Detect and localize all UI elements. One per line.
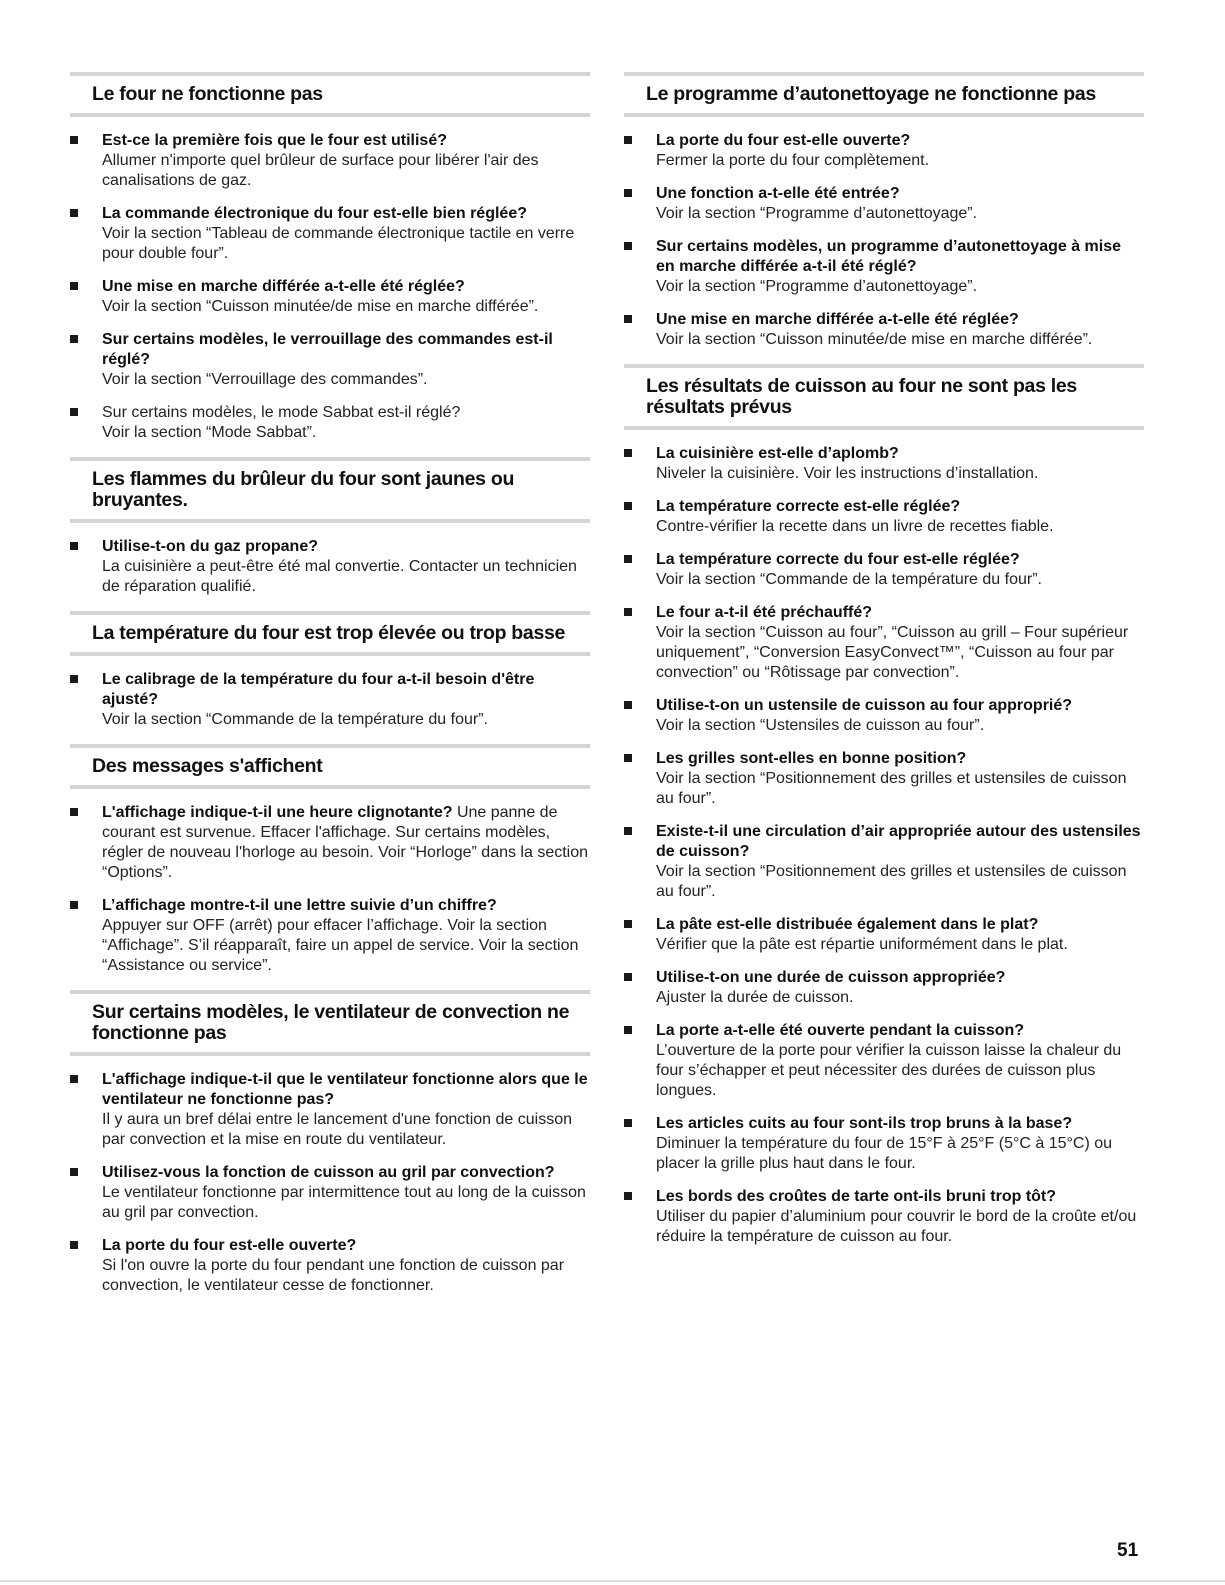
- square-bullet-icon: [624, 555, 632, 563]
- section-four-ne-fonctionne-pas: [70, 72, 590, 443]
- section-flammes-jaunes: [70, 457, 590, 597]
- list-item: [624, 603, 1144, 683]
- list-item: [624, 822, 1144, 902]
- answer: Voir la section “Cuisson minutée/de mise en marche différée”.: [102, 298, 539, 315]
- troubleshooting-list: [70, 803, 590, 976]
- answer: Le ventilateur fonctionne par intermittence tout au long de la cuisson au gril par convection.: [102, 1184, 586, 1221]
- question: La porte du four est-elle ouverte?: [102, 1237, 357, 1254]
- question: Le four a-t-il été préchauffé?: [656, 604, 873, 621]
- square-bullet-icon: [624, 242, 632, 250]
- list-item: [70, 403, 590, 443]
- square-bullet-icon: [624, 502, 632, 510]
- list-item: [70, 896, 590, 976]
- list-item: [70, 803, 590, 883]
- answer: Voir la section “Ustensiles de cuisson au four”.: [656, 717, 985, 734]
- square-bullet-icon: [624, 920, 632, 928]
- bottom-rule: [0, 1580, 1225, 1582]
- question: Existe-t-il une circulation d’air appropriée autour des ustensiles de cuisson?: [656, 823, 1141, 860]
- answer: Voir la section “Commande de la température du four”.: [656, 571, 1042, 588]
- square-bullet-icon: [624, 1192, 632, 1200]
- answer: Fermer la porte du four complètement.: [656, 152, 930, 169]
- list-item: [624, 749, 1144, 809]
- square-bullet-icon: [70, 209, 78, 217]
- answer: Appuyer sur OFF (arrêt) pour effacer l’affichage. Voir la section “Affichage”. S’il réapparaît, faire un appel de service. Voir la section “Assistance ou service”.: [102, 917, 579, 974]
- list-item: [624, 184, 1144, 224]
- square-bullet-icon: [624, 827, 632, 835]
- list-item: [70, 670, 590, 730]
- question: Le calibrage de la température du four a-t-il besoin d'être ajusté?: [102, 671, 535, 708]
- question: La température correcte est-elle réglée?: [656, 498, 961, 515]
- section-messages: [70, 744, 590, 976]
- question: Sur certains modèles, le verrouillage des commandes est-il réglé?: [102, 331, 553, 368]
- troubleshooting-list: [624, 444, 1144, 1247]
- list-item: [70, 1163, 590, 1223]
- list-item: [624, 497, 1144, 537]
- square-bullet-icon: [624, 189, 632, 197]
- question: Utilise-t-on un ustensile de cuisson au four approprié?: [656, 697, 1073, 714]
- question: Les articles cuits au four sont-ils trop bruns à la base?: [656, 1115, 1073, 1132]
- question: La cuisinière est-elle d’aplomb?: [656, 445, 899, 462]
- list-item: [624, 968, 1144, 1008]
- question: La commande électronique du four est-elle bien réglée?: [102, 205, 527, 222]
- question: L'affichage indique-t-il que le ventilateur fonctionne alors que le ventilateur ne fonctionne pas?: [102, 1071, 588, 1108]
- answer: Il y aura un bref délai entre le lancement d'une fonction de cuisson par convection et la mise en route du ventilateur.: [102, 1111, 573, 1148]
- square-bullet-icon: [70, 808, 78, 816]
- question: Utilisez-vous la fonction de cuisson au gril par convection?: [102, 1164, 555, 1181]
- section-heading: Les flammes du brûleur du four sont jaunes ou bruyantes.: [70, 457, 590, 523]
- question: La pâte est-elle distribuée également dans le plat?: [656, 916, 1039, 933]
- question: Une fonction a-t-elle été entrée?: [656, 185, 900, 202]
- list-item: [70, 1070, 590, 1150]
- list-item: [70, 330, 590, 390]
- right-column: [624, 72, 1144, 1261]
- square-bullet-icon: [70, 1168, 78, 1176]
- list-item: [70, 204, 590, 264]
- square-bullet-icon: [70, 542, 78, 550]
- square-bullet-icon: [70, 675, 78, 683]
- troubleshooting-list: [70, 1070, 590, 1296]
- list-item: [624, 1021, 1144, 1101]
- question: Sur certains modèles, un programme d’autonettoyage à mise en marche différée a-t-il été réglé?: [656, 238, 1122, 275]
- answer: Diminuer la température du four de 15°F à 25°F (5°C à 15°C) ou placer la grille plus haut dans le four.: [656, 1135, 1113, 1172]
- answer: Voir la section “Programme d’autonettoyage”.: [656, 278, 978, 295]
- answer: Voir la section “Verrouillage des commandes”.: [102, 371, 428, 388]
- page-number: 51: [1117, 1540, 1139, 1561]
- square-bullet-icon: [624, 608, 632, 616]
- square-bullet-icon: [624, 449, 632, 457]
- question: La porte a-t-elle été ouverte pendant la cuisson?: [656, 1022, 1025, 1039]
- list-item: [70, 1236, 590, 1296]
- list-item: [624, 550, 1144, 590]
- answer: Voir la section “Tableau de commande électronique tactile en verre pour double four”.: [102, 225, 575, 262]
- section-heading: Les résultats de cuisson au four ne sont pas les résultats prévus: [624, 364, 1144, 430]
- square-bullet-icon: [624, 315, 632, 323]
- answer: Contre-vérifier la recette dans un livre de recettes fiable.: [656, 518, 1054, 535]
- list-item: [624, 237, 1144, 297]
- troubleshooting-list: [70, 670, 590, 730]
- square-bullet-icon: [624, 136, 632, 144]
- answer: Niveler la cuisinière. Voir les instructions d’installation.: [656, 465, 1039, 482]
- answer: Si l'on ouvre la porte du four pendant une fonction de cuisson par convection, le ventilateur cesse de fonctionner.: [102, 1257, 565, 1294]
- list-item: [624, 444, 1144, 484]
- list-item: [624, 310, 1144, 350]
- answer: L’ouverture de la porte pour vérifier la cuisson laisse la chaleur du four s’échapper et peut nécessiter des durées de cuisson plus longues.: [656, 1042, 1122, 1099]
- question: Utilise-t-on du gaz propane?: [102, 538, 318, 555]
- troubleshooting-list: [70, 131, 590, 443]
- section-heading: Le four ne fonctionne pas: [70, 72, 590, 117]
- square-bullet-icon: [70, 1075, 78, 1083]
- square-bullet-icon: [624, 973, 632, 981]
- list-item: [70, 131, 590, 191]
- question: Une mise en marche différée a-t-elle été réglée?: [656, 311, 1019, 328]
- square-bullet-icon: [624, 1026, 632, 1034]
- section-ventilateur-convection: [70, 990, 590, 1296]
- section-resultats-cuisson: [624, 364, 1144, 1247]
- question: La température correcte du four est-elle réglée?: [656, 551, 1020, 568]
- answer: Utiliser du papier d’aluminium pour couvrir le bord de la croûte et/ou réduire la température de cuisson au four.: [656, 1208, 1137, 1245]
- square-bullet-icon: [70, 408, 78, 416]
- list-item: [624, 1187, 1144, 1247]
- question: Utilise-t-on une durée de cuisson appropriée?: [656, 969, 1006, 986]
- troubleshooting-list: [624, 131, 1144, 350]
- question: L’affichage montre-t-il une lettre suivie d’un chiffre?: [102, 897, 497, 914]
- list-item: [624, 1114, 1144, 1174]
- question: L'affichage indique-t-il une heure clignotante?: [102, 804, 453, 821]
- answer: Voir la section “Programme d’autonettoyage”.: [656, 205, 978, 222]
- list-item: [70, 537, 590, 597]
- answer: Voir la section “Commande de la température du four”.: [102, 711, 488, 728]
- answer: La cuisinière a peut-être été mal convertie. Contacter un technicien de réparation qualifié.: [102, 558, 577, 595]
- answer: Voir la section “Cuisson minutée/de mise en marche différée”.: [656, 331, 1093, 348]
- answer: Vérifier que la pâte est répartie uniformément dans le plat.: [656, 936, 1068, 953]
- section-heading: Des messages s'affichent: [70, 744, 590, 789]
- square-bullet-icon: [70, 282, 78, 290]
- question: Les bords des croûtes de tarte ont-ils bruni trop tôt?: [656, 1188, 1057, 1205]
- answer: Une panne de courant est survenue. Effacer l'affichage. Sur certains modèles, régler de nouveau l'horloge au besoin. Voir “Horloge” dans la section “Options”.: [102, 804, 589, 881]
- plain-line: Voir la section “Mode Sabbat”.: [102, 424, 317, 441]
- section-temperature-four: [70, 611, 590, 730]
- square-bullet-icon: [70, 901, 78, 909]
- list-item: [624, 131, 1144, 171]
- answer: Voir la section “Positionnement des grilles et ustensiles de cuisson au four”.: [656, 863, 1127, 900]
- question: Les grilles sont-elles en bonne position?: [656, 750, 967, 767]
- question: Une mise en marche différée a-t-elle été réglée?: [102, 278, 465, 295]
- square-bullet-icon: [624, 1119, 632, 1127]
- answer: Allumer n'importe quel brûleur de surface pour libérer l'air des canalisations de gaz.: [102, 152, 539, 189]
- section-heading: Le programme d’autonettoyage ne fonctionne pas: [624, 72, 1144, 117]
- plain-line: Sur certains modèles, le mode Sabbat est-il réglé?: [102, 404, 461, 421]
- section-heading: La température du four est trop élevée ou trop basse: [70, 611, 590, 656]
- square-bullet-icon: [624, 754, 632, 762]
- left-column: [70, 72, 590, 1310]
- answer: Voir la section “Cuisson au four”, “Cuisson au grill – Four supérieur uniquement”, “Conversion EasyConvect™”, “Cuisson au four par convection” ou “Rôtissage par convection”.: [656, 624, 1129, 681]
- square-bullet-icon: [70, 335, 78, 343]
- list-item: [624, 915, 1144, 955]
- square-bullet-icon: [70, 136, 78, 144]
- square-bullet-icon: [70, 1241, 78, 1249]
- section-heading: Sur certains modèles, le ventilateur de convection ne fonctionne pas: [70, 990, 590, 1056]
- square-bullet-icon: [624, 701, 632, 709]
- list-item: [70, 277, 590, 317]
- answer: Ajuster la durée de cuisson.: [656, 989, 854, 1006]
- troubleshooting-list: [70, 537, 590, 597]
- section-autonettoyage: [624, 72, 1144, 350]
- question: Est-ce la première fois que le four est utilisé?: [102, 132, 447, 149]
- answer: Voir la section “Positionnement des grilles et ustensiles de cuisson au four”.: [656, 770, 1127, 807]
- list-item: [624, 696, 1144, 736]
- question: La porte du four est-elle ouverte?: [656, 132, 911, 149]
